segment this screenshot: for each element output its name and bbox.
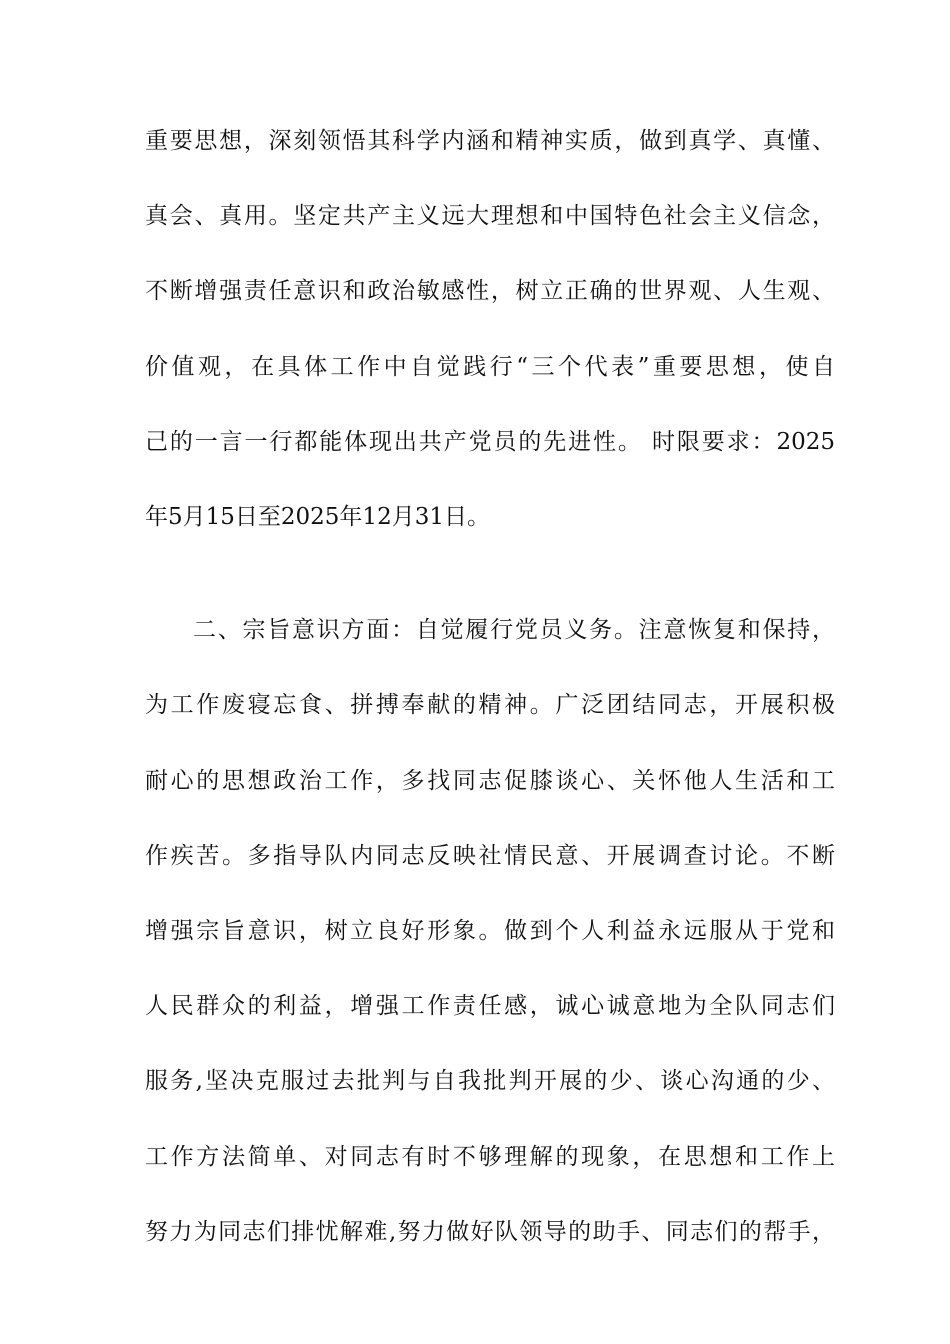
- text-line: 人民群众的利益，增强工作责任感，诚心诚意地为全队同志们: [145, 993, 835, 1020]
- text-line: 年5月15日至2025年12月31日。: [145, 503, 490, 530]
- text-line: 真会、真用。坚定共产主义远大理想和中国特色社会主义信念，: [145, 203, 835, 230]
- text-line: 服务,坚决克服过去批判与自我批判开展的少、谈心沟通的少、: [145, 1068, 835, 1095]
- text-line: 作疾苦。多指导队内同志反映社情民意、开展调查讨论。不断: [145, 842, 835, 869]
- text-line: 价值观，在具体工作中自觉践行“三个代表”重要思想，使自: [145, 353, 835, 380]
- text-line: 不断增强责任意识和政治敏感性，树立正确的世界观、人生观、: [145, 278, 835, 305]
- text-line: 增强宗旨意识，树立良好形象。做到个人利益永远服从于党和: [145, 917, 835, 944]
- text-line: 耐心的思想政治工作，多找同志促膝谈心、关怀他人生活和工: [145, 767, 835, 794]
- text-line: 重要思想，深刻领悟其科学内涵和精神实质，做到真学、真懂、: [145, 128, 835, 154]
- paragraph-start-line: 二、宗旨意识方面：自觉履行党员义务。注意恢复和保持，: [193, 617, 835, 644]
- text-line: 为工作废寝忘食、拼搏奉献的精神。广泛团结同志，开展积极: [145, 692, 835, 719]
- text-line: 己的一言一行都能体现出共产党员的先进性。 时限要求：2025: [145, 428, 835, 455]
- text-line: 工作方法简单、对同志有时不够理解的现象，在思想和工作上: [145, 1143, 835, 1170]
- document-body: [145, 126, 835, 1292]
- text-line: 努力为同志们排忧解难,努力做好队领导的助手、同志们的帮手，: [145, 1218, 835, 1245]
